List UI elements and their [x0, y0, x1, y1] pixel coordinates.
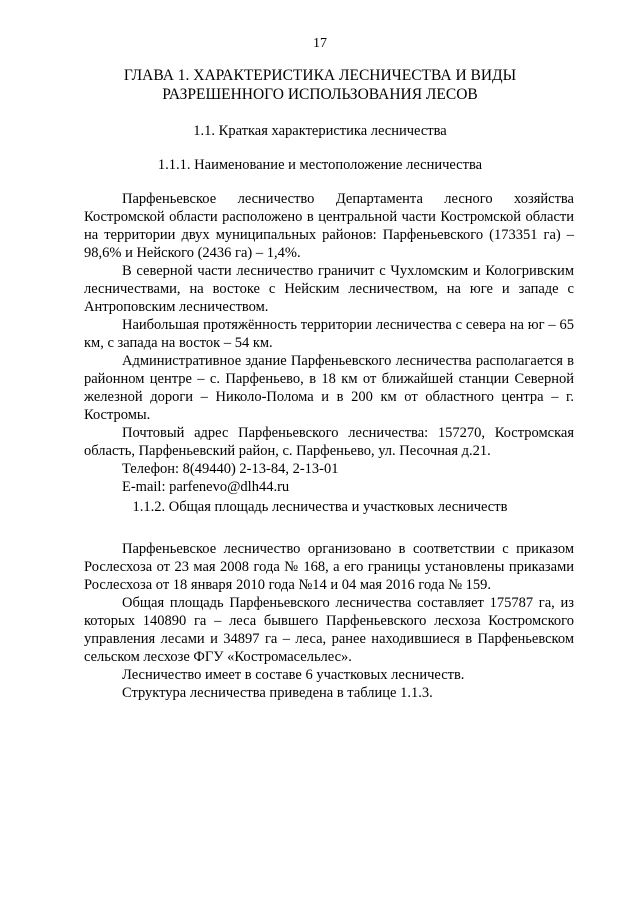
email-line: E-mail: parfenevo@dlh44.ru [122, 479, 290, 495]
section-1-1-1-body [84, 190, 574, 496]
paragraph: В северной части лесничество граничит с Чухломским и Кологривским лесничествами, на востоке с Нейским лесничеством, на юге и западе с Антроповским лесничеством. [84, 263, 574, 315]
paragraph: Парфеньевское лесничество Департамента лесного хозяйства Костромской области расположено в центральной части Костромской области на территории двух муниципальных районов: Парфеньевского (173351 га) – 98,6% и Нейского (2436 га) – 1,4%. [84, 191, 574, 261]
phone-line: Телефон: 8(49440) 2-13-84, 2-13-01 [122, 461, 339, 477]
paragraph: Административное здание Парфеньевского лесничества располагается в районном центре – с. Парфеньево, в 18 км от ближайшей станции Северной железной дороги – Николо-Полома и в 200 км от областного центра – г. Костромы. [84, 353, 574, 423]
chapter-title-line1: ГЛАВА 1. ХАРАКТЕРИСТИКА ЛЕСНИЧЕСТВА И ВИДЫ [123, 67, 517, 84]
page-number: 17 [313, 36, 327, 51]
section-heading-1-1-1: 1.1.1. Наименование и местоположение лесничества [157, 157, 483, 173]
section-heading-1-1-2: 1.1.2. Общая площадь лесничества и участковых лесничеств [132, 499, 508, 515]
paragraph: Структура лесничества приведена в таблице 1.1.3. [122, 685, 433, 701]
chapter-title [60, 66, 580, 104]
chapter-title-line2: РАЗРЕШЕННОГО ИСПОЛЬЗОВАНИЯ ЛЕСОВ [162, 86, 478, 103]
paragraph: Лесничество имеет в составе 6 участковых лесничеств. [122, 667, 465, 683]
paragraph: Общая площадь Парфеньевского лесничества составляет 175787 га, из которых 140890 га – леса бывшего Парфеньевского лесхоза Костромского управления лесами и 34897 га – леса, ранее находившиеся в Парфеньевском сельском лесхозе ФГУ «Костромасельлес». [84, 595, 574, 665]
paragraph: Наибольшая протяжённость территории лесничества с севера на юг – 65 км, с запада на восток – 54 км. [84, 317, 574, 351]
section-1-1-2-body [84, 540, 574, 702]
paragraph: Почтовый адрес Парфеньевского лесничества: 157270, Костромская область, Парфеньевский район, с. Парфеньево, ул. Песочная д.21. [84, 425, 574, 459]
paragraph: Парфеньевское лесничество организовано в соответствии с приказом Рослесхоза от 23 мая 2008 года № 168, а его границы установлены приказами Рослесхоза от 18 января 2010 года №14 и 04 мая 2016 года № 159. [84, 541, 574, 593]
section-heading-1-1: 1.1. Краткая характеристика лесничества [193, 123, 447, 139]
